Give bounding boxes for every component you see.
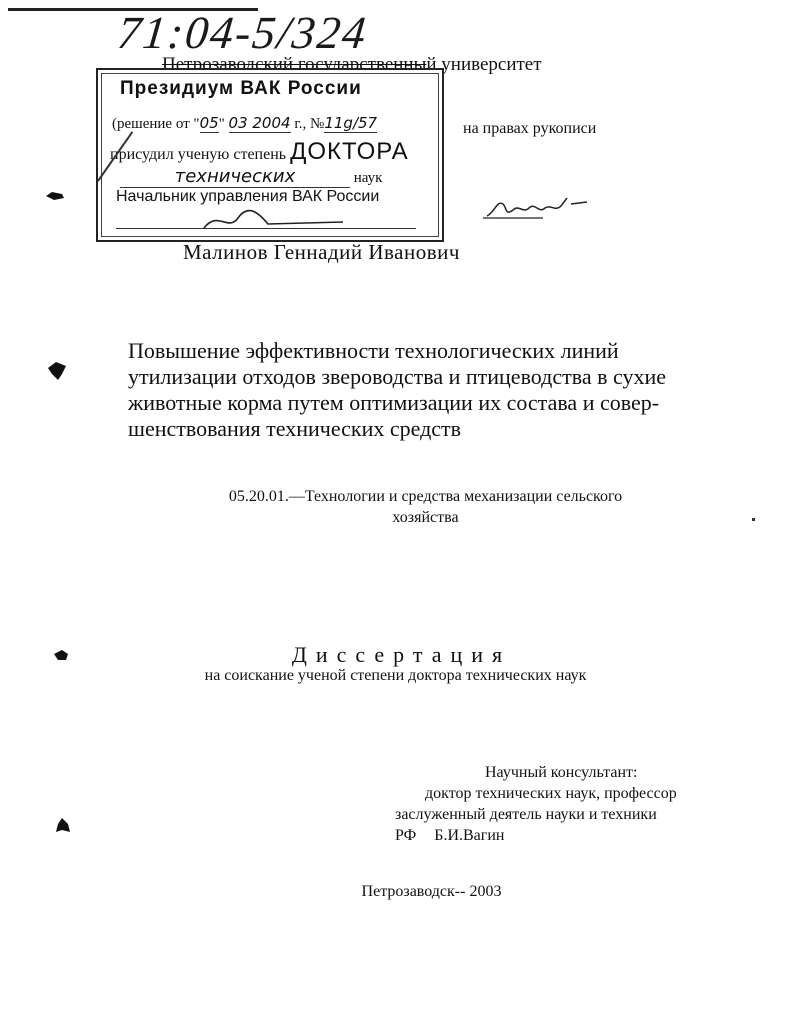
author-name: Малинов Геннадий Иванович: [183, 240, 460, 264]
thesis-title-line: Повышение эффективности технологических линий: [128, 338, 619, 363]
dissertation-heading: Диссертация: [291, 642, 512, 667]
stamp-awarded-line: [110, 138, 409, 166]
consultant-line-2: заслуженный деятель науки и техники: [395, 806, 657, 823]
consultant-line-1: доктор технических наук, профессор: [425, 785, 677, 802]
specialty-line-1: 05.20.01.—Технологии и средства механизации сельского: [228, 488, 623, 505]
consultant-label: Научный консультант:: [485, 764, 638, 781]
thesis-title: [128, 338, 668, 442]
university-name-tail: й университет: [426, 54, 542, 75]
rights-note: на правах рукописи: [463, 120, 597, 137]
stamp-chief: Начальник управления ВАК России: [116, 188, 380, 205]
stamp-field-line: [120, 166, 382, 188]
thesis-title-line: утилизации отходов звероводства и птицеводства в сухие: [128, 364, 667, 389]
stamp-field-suffix: наук: [353, 170, 383, 186]
stamp-title: Президиум ВАК России: [120, 78, 362, 99]
university-name-struck: Петрозаводский государственны: [162, 54, 427, 75]
stamp-decision-line: [112, 114, 377, 133]
stamp-degree: ДОКТОРА: [290, 138, 409, 165]
stamp-year-suffix: г., №: [294, 116, 325, 132]
stamp-awarded-prefix: присудил ученую степень: [110, 146, 287, 163]
consultant-line-3: РФ Б.И.Вагин: [395, 827, 505, 844]
scan-artifact-mark: [52, 648, 70, 664]
stamp-signature-line: [116, 228, 416, 229]
scan-speck: [752, 518, 755, 521]
archive-code-handwritten: 71:04-5/324: [115, 7, 371, 58]
stamp-signature-scribble: [198, 208, 348, 234]
scan-artifact-mark: [44, 188, 66, 204]
author-signature: [483, 194, 593, 224]
specialty: [0, 486, 791, 528]
place-and-year: Петрозаводск-- 2003: [361, 883, 502, 900]
dissertation-degree-line: на соискание ученой степени доктора технических наук: [204, 667, 587, 684]
stamp-decision-prefix: (решение от ": [112, 116, 200, 132]
stamp-number: 11g/57: [324, 114, 378, 132]
scan-artifact-mark: [54, 816, 72, 836]
thesis-title-line: животные корма путем оптимизации их состава и совер-: [128, 390, 660, 415]
thesis-title-line: шенствования технических средств: [128, 416, 462, 441]
stamp-field-handwritten: технических: [120, 166, 350, 188]
vak-stamp: [96, 68, 444, 242]
stamp-quote: ": [218, 116, 225, 132]
stamp-month-year: 03 2004: [228, 114, 291, 132]
specialty-line-2: хозяйства: [392, 509, 459, 526]
scan-artifact-mark: [46, 360, 68, 382]
stamp-day: 05: [199, 114, 219, 132]
